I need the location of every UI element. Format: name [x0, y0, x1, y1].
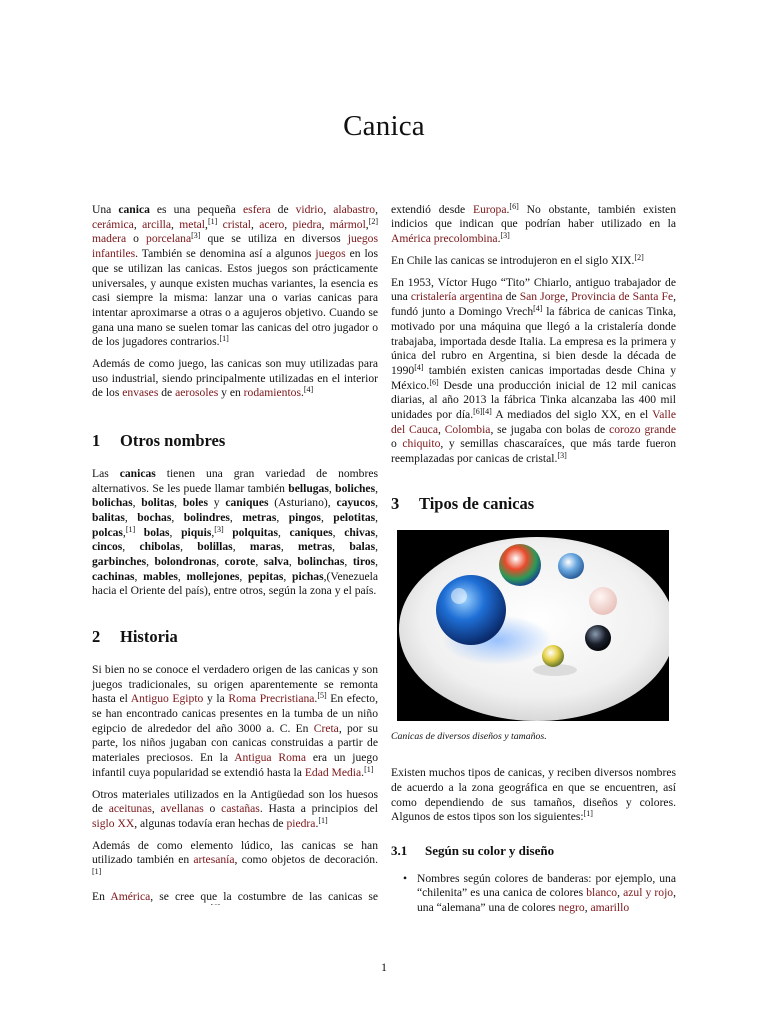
text-run: de: [158, 386, 176, 400]
wiki-link[interactable]: rodamientos: [243, 386, 301, 400]
citation[interactable]: [3]: [214, 524, 224, 534]
section-heading-otros-nombres: [92, 431, 378, 451]
text-run: ,: [365, 217, 369, 231]
bold-term: metras: [242, 510, 277, 524]
text-run: ,: [180, 540, 198, 554]
wiki-link[interactable]: acero: [259, 217, 285, 231]
text-run: Una: [92, 203, 119, 216]
text-run: ,: [332, 525, 345, 539]
text-run: , y semillas chascaraíces, que más tarde fueron reemplazadas por canicas de cristal.: [391, 437, 676, 466]
section-title: Tipos de canicas: [419, 493, 535, 513]
bold-term: pingos: [288, 510, 321, 524]
text-run: ,: [328, 481, 336, 495]
color-types-list: [391, 872, 676, 916]
citation[interactable]: [1]: [364, 764, 374, 774]
text-run: , una “alemana” una de colores: [417, 886, 677, 915]
text-run: ,: [280, 540, 298, 554]
section-title: Otros nombres: [120, 431, 226, 451]
citation[interactable]: [2]: [634, 253, 644, 262]
text-run: Si bien no se conoce el verdadero origen de las canicas y son juegos tradicionales, su origen aparentemente se remonta hasta el: [92, 662, 378, 706]
bold-term: bolinchas: [297, 555, 345, 569]
historia-paragraph-5: [391, 254, 676, 269]
bold-term: salva: [263, 555, 289, 569]
text-run: y en: [218, 386, 244, 400]
section-number: 1: [92, 431, 101, 451]
text-run: .: [497, 232, 501, 246]
bold-term: caniques: [289, 525, 333, 539]
citation[interactable]: [1]: [318, 815, 328, 825]
text-run: y: [207, 496, 226, 510]
text-run: No obstante, también existen indicios que indican que podrían haber utilizado en la: [391, 203, 676, 231]
text-run: .: [315, 816, 319, 830]
citation[interactable]: [2]: [368, 216, 379, 226]
subsection-title: Según su color y diseño: [425, 843, 555, 859]
bold-term: bochas: [137, 510, 172, 524]
citation[interactable]: [3]: [500, 231, 510, 241]
citation[interactable]: [4]: [533, 304, 543, 314]
text-run: Nombres según colores de banderas: por ejemplo, una “chilenita” es una canica de colores: [417, 871, 676, 900]
text-run: ,: [375, 540, 378, 554]
historia-paragraph-4: [92, 890, 378, 905]
bold-term: canicas: [119, 466, 156, 480]
bold-term: polcas: [92, 525, 123, 539]
text-run: Además de como juego, las canicas son muy utilizadas para uso industrial, siendo principalmente utilizadas en el interior de los: [92, 357, 378, 400]
right-column: [391, 203, 676, 916]
citation[interactable]: [1]: [92, 867, 102, 877]
text-run: ,: [565, 290, 572, 304]
text-run: o: [126, 232, 147, 246]
bold-term: bolondronas: [154, 555, 217, 569]
wiki-link[interactable]: América: [110, 889, 151, 903]
text-run: ,: [255, 555, 264, 569]
text-run: En: [92, 889, 111, 903]
text-run: o: [391, 437, 403, 451]
text-run: Existen muchos tipos de canicas, y reciben diversos nombres de acuerdo a la zona geográfica en que se encuentren, así como dependiendo de sus tamaños, diseños y colores. Algunos de estos tipos son los siguientes:: [391, 766, 676, 824]
wiki-link[interactable]: Antigua Roma: [234, 751, 307, 765]
text-run: . También se denomina así a algunos: [135, 247, 316, 261]
wiki-link[interactable]: juegos: [315, 247, 346, 261]
text-run: , algunas todavía eran hechas de: [134, 816, 287, 830]
text-run: ,: [375, 525, 379, 539]
citation[interactable]: [6]: [509, 203, 519, 211]
text-run: ,: [284, 217, 293, 231]
citation[interactable]: [1]: [583, 809, 593, 819]
text-run: en los que se utilizan las canicas. Estos juegos son prácticamente universales, y aunque existen muchas variantes, la esencia es casi siempre la misma: lanzar una o varias canicas para intentar aproximarse a otras o a agujeros objetivo. Cuando se gana una mano se suelen tomar las canicas del otro jugador o de los jugadores contrarios.: [92, 247, 378, 349]
text-run: ,: [211, 525, 215, 539]
bold-term: cachinas: [92, 569, 135, 583]
wiki-link[interactable]: Europa: [473, 203, 507, 216]
wiki-link[interactable]: vidrio: [295, 203, 324, 216]
wiki-link[interactable]: porcelana: [146, 232, 192, 246]
bold-term: corote: [224, 555, 256, 569]
wiki-link[interactable]: piedra: [292, 217, 322, 231]
wiki-link[interactable]: aceitunas: [108, 802, 152, 816]
wiki-link[interactable]: cerámica: [92, 217, 134, 231]
text-run: (Asturiano),: [268, 496, 337, 510]
citation[interactable]: [6][4]: [473, 407, 492, 417]
section-number: 3: [391, 493, 400, 513]
citation[interactable]: [4]: [303, 385, 314, 395]
bold-term: garbinches: [92, 555, 147, 569]
intro-paragraph-2: [92, 357, 378, 401]
otros-nombres-paragraph: [92, 467, 378, 599]
text-run: Desde una producción inicial de 12 mil canicas diarias, al año 2013 la fábrica Tinka alcanzaba las 400 mil unidades por día.: [391, 378, 676, 422]
left-column: [92, 203, 378, 912]
text-run: de: [502, 290, 520, 304]
citation[interactable]: [3]: [191, 231, 201, 241]
section-title: Historia: [120, 627, 178, 647]
wiki-link[interactable]: envases: [122, 386, 159, 400]
bold-term: mables: [143, 569, 178, 583]
wiki-link[interactable]: aerosoles: [175, 386, 219, 400]
text-run: A mediados del siglo XX, en el: [491, 408, 653, 422]
text-run: y la: [203, 692, 229, 706]
text-run: ,: [375, 555, 379, 569]
text-run: ,: [171, 510, 184, 524]
text-run: ,: [132, 496, 142, 510]
historia-paragraph-1: [92, 663, 378, 781]
text-run: .: [506, 203, 510, 216]
wiki-link[interactable]: Roma Precristiana: [228, 692, 315, 706]
historia-paragraph-4-continued: [391, 203, 676, 247]
wiki-link[interactable]: Colombia: [444, 422, 491, 436]
text-run: ,: [332, 540, 350, 554]
text-run: ,: [375, 496, 378, 510]
text-run: ,: [288, 555, 298, 569]
wiki-link[interactable]: cristal: [222, 217, 251, 231]
text-run: tienen una gran variedad de nombres alternativos. Se les puede llamar también: [92, 466, 378, 495]
bold-term: metras: [298, 540, 333, 554]
wiki-link[interactable]: cristalería: [410, 290, 457, 304]
marbles-photo-image: [397, 530, 669, 721]
bold-term: polquitas: [232, 525, 278, 539]
citation[interactable]: [4]: [414, 362, 424, 372]
citation[interactable]: [5]: [317, 691, 327, 701]
text-run: ,: [232, 540, 250, 554]
text-run: ,: [375, 481, 378, 495]
wiki-link[interactable]: argentina: [459, 290, 503, 304]
text-run: ,: [133, 217, 143, 231]
bold-term: bellugas: [288, 481, 329, 495]
text-run: o: [203, 802, 222, 816]
historia-paragraph-3: [92, 839, 378, 883]
tipos-paragraph: [391, 766, 676, 825]
bold-term: chivas: [344, 525, 376, 539]
text-run: ,: [146, 555, 155, 569]
wiki-link[interactable]: y rojo: [645, 886, 674, 900]
text-run: ,: [617, 886, 624, 900]
text-run: , fundó junto a Domingo Vrech: [391, 290, 677, 319]
list-item: [417, 872, 676, 916]
bold-term: boliches: [335, 481, 376, 495]
wiki-link[interactable]: Creta: [313, 721, 339, 735]
text-run: ,: [321, 217, 330, 231]
citation[interactable]: [3]: [557, 451, 567, 461]
text-run: ,: [171, 217, 180, 231]
text-run: ,: [229, 510, 243, 524]
page-number: 1: [381, 960, 387, 974]
bold-term: canica: [118, 203, 150, 216]
text-run: ,: [323, 203, 334, 216]
wiki-link[interactable]: metal: [179, 217, 206, 231]
bold-term: maras: [249, 540, 281, 554]
wiki-link[interactable]: corozo grande: [609, 422, 676, 436]
text-run: también existen canicas importadas desde China y México.: [391, 363, 676, 392]
wiki-link[interactable]: negro: [558, 901, 585, 915]
wiki-link[interactable]: amarillo: [590, 901, 630, 915]
wiki-link[interactable]: azul: [623, 886, 643, 900]
wiki-link[interactable]: esfera: [242, 203, 271, 216]
text-run: ,: [134, 569, 144, 583]
bold-term: boles: [182, 496, 208, 510]
text-run: extendió desde: [391, 203, 466, 216]
section-heading-tipos: [391, 493, 676, 513]
text-run: , se jugaba con bolas de: [490, 422, 610, 436]
citation[interactable]: [1]: [207, 216, 218, 226]
text-run: [135, 526, 144, 539]
text-run: ,: [151, 802, 161, 816]
wiki-link[interactable]: siglo XX: [92, 816, 135, 830]
text-run: Las: [92, 466, 120, 480]
text-run: .: [314, 692, 318, 706]
text-run: [224, 526, 233, 539]
text-run: ,: [375, 510, 379, 524]
text-run: era un juego infantil cuya popularidad se extendió hasta la: [92, 751, 378, 779]
text-run: ,(Venezuela hacia el Oriente del país), entre otros, según la zona y el país.: [92, 569, 379, 598]
text-run: es una pequeña: [149, 203, 243, 216]
bold-term: bolitas: [141, 496, 175, 510]
text-run: En Chile las canicas se introdujeron en el siglo XIX.: [391, 254, 635, 267]
historia-paragraph-6: [391, 276, 676, 467]
bold-term: pichas: [292, 569, 324, 583]
section-heading-historia: [92, 627, 378, 647]
text-run: ,: [277, 525, 290, 539]
subsection-number: 3.1: [391, 843, 408, 859]
text-run: En efecto, se han encontrado canicas presentes en la tumba de un niño egipcio de alrededor del año 3000 a. C. En: [92, 692, 378, 735]
wiki-link[interactable]: chiquito: [402, 437, 441, 451]
wiki-link[interactable]: arcilla: [142, 217, 172, 231]
bold-term: bolindres: [183, 510, 230, 524]
text-run: .: [300, 386, 304, 400]
text-run: ,: [124, 510, 138, 524]
bold-term: balas: [349, 540, 376, 554]
bold-term: mollejones: [186, 569, 240, 583]
bold-term: pepitas: [247, 569, 284, 583]
historia-paragraph-2: [92, 788, 378, 832]
wiki-link[interactable]: madera: [92, 232, 127, 246]
text-run: la fábrica de canicas Tinka, motivado por una máquina que llegó a la cristalería donde trabajaba, importada desde Italia. La empresa es la primera y única del rubro en Argentina, si bien desde la década de 1990: [391, 305, 676, 377]
bold-term: chibolas: [139, 540, 181, 554]
text-run: que se utiliza en diversos: [200, 232, 348, 246]
text-run: En 1953, Víctor Hugo “Tito” Chiarlo, antiguo trabajador de una: [391, 275, 676, 304]
citation[interactable]: [6]: [429, 377, 439, 387]
text-run: ,: [177, 569, 187, 583]
text-run: ,: [174, 496, 183, 510]
text-run: ,: [283, 569, 293, 583]
text-run: ,: [437, 422, 445, 436]
text-run: de: [270, 203, 296, 216]
wiki-link[interactable]: Edad Media: [304, 765, 362, 779]
marbles-photo: [397, 530, 669, 721]
bold-term: cayucos: [336, 496, 376, 510]
wiki-link[interactable]: San Jorge: [519, 290, 566, 304]
text-run: ,: [169, 525, 182, 539]
text-run: , por su parte, los niños jugaban con canicas construidas a partir de materiales preciosos. En la: [92, 721, 378, 765]
wiki-link[interactable]: alabastro: [333, 203, 376, 216]
text-run: ,: [122, 525, 126, 539]
text-run: , como objetos de decoración.: [234, 853, 378, 867]
bold-term: bolas: [143, 525, 170, 539]
wiki-link[interactable]: piedra: [286, 816, 316, 830]
text-run: , se cree que la costumbre de las canicas se: [150, 889, 378, 903]
bold-term: tiros: [352, 555, 376, 569]
text-run: ,: [250, 217, 260, 231]
section-number: 2: [92, 627, 101, 647]
wiki-link[interactable]: avellanas: [160, 802, 204, 816]
bold-term: balitas: [92, 510, 125, 524]
bold-term: pelotitas: [333, 510, 376, 524]
wiki-link[interactable]: juegos infantiles: [92, 232, 378, 261]
wiki-link[interactable]: blanco: [586, 886, 618, 900]
text-run: . Hasta a principios del: [259, 802, 379, 816]
text-run: ,: [276, 510, 289, 524]
text-run: Otros materiales utilizados en la Antigüedad son los huesos de: [92, 787, 378, 816]
text-run: ,: [584, 901, 591, 915]
bold-term: caniques: [225, 496, 269, 510]
bold-term: bolichas: [92, 496, 133, 510]
wiki-link[interactable]: Provincia de Santa Fe: [571, 290, 674, 304]
figure-caption: Canicas de diversos diseños y tamaños.: [391, 730, 547, 742]
citation[interactable]: [1]: [219, 334, 229, 344]
bold-term: bolillas: [197, 540, 233, 554]
intro-paragraph-1: [92, 203, 378, 350]
wiki-link[interactable]: castañas: [221, 802, 260, 816]
wiki-link[interactable]: artesanía: [193, 853, 235, 867]
page-title: Canica: [343, 110, 425, 142]
text-run: .: [361, 765, 365, 779]
wiki-link[interactable]: Valle del Cauca: [391, 408, 676, 436]
bold-term: piquis: [181, 525, 212, 539]
text-run: ,: [205, 217, 208, 231]
text-run: ,: [239, 569, 248, 583]
text-run: ,: [216, 555, 225, 569]
text-run: ,: [320, 510, 334, 524]
citation[interactable]: [211, 903, 220, 904]
citation[interactable]: [1]: [125, 524, 136, 534]
text-run: ,: [344, 555, 353, 569]
subsection-heading-color: [391, 844, 676, 859]
text-run: ,: [122, 540, 140, 554]
bold-term: cincos: [92, 540, 123, 554]
wiki-link[interactable]: Antiguo Egipto: [130, 692, 204, 706]
text-run: ,: [375, 203, 378, 216]
text-run: Además de como elemento lúdico, las canicas se han utilizado también en: [92, 838, 378, 867]
wiki-link[interactable]: mármol: [329, 217, 366, 231]
wiki-link[interactable]: América precolombina: [391, 232, 498, 246]
